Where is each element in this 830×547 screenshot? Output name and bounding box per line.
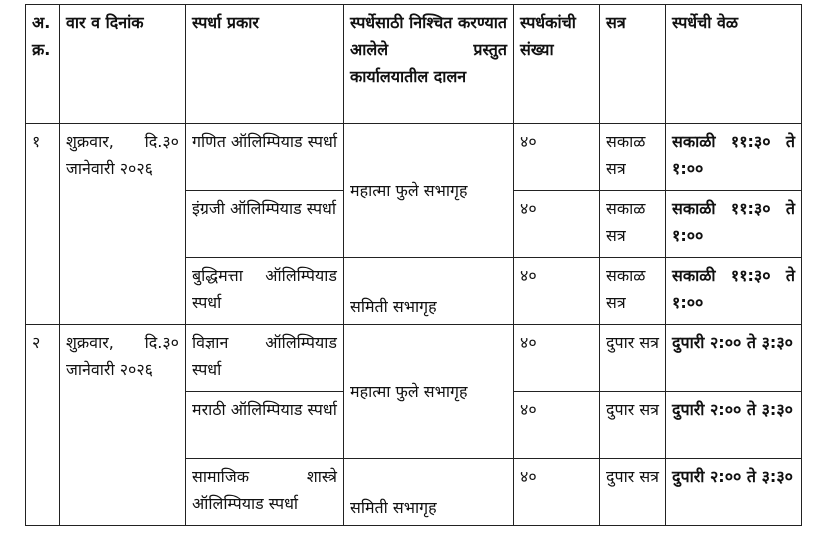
row-time: सकाळी ११:३० ते १:०० (666, 124, 802, 191)
row-competition: विज्ञान ऑलिम्पियाड स्पर्धा (186, 325, 344, 392)
competition-schedule-table (25, 4, 802, 526)
row-competition: मराठी ऑलिम्पियाड स्पर्धा (186, 392, 344, 459)
header-sr: अ. क्र. (26, 5, 60, 124)
row-competition: इंग्रजी ऑलिम्पियाड स्पर्धा (186, 191, 344, 258)
header-session: सत्र (600, 5, 666, 124)
row-session: सकाळ सत्र (600, 258, 666, 325)
header-hall: स्पर्धेसाठी निश्चित करण्यात आलेले प्रस्तुत कार्यालयातील दालन (344, 5, 514, 124)
row-session: सकाळ सत्र (600, 191, 666, 258)
header-row (26, 5, 802, 124)
row-time: दुपारी २:०० ते ३:३० (666, 325, 802, 392)
row-hall: समिती सभागृह (344, 258, 514, 325)
table-row (26, 325, 802, 392)
row-session: दुपार सत्र (600, 392, 666, 459)
row-count: ४० (514, 392, 600, 459)
header-time: स्पर्धेची वेळ (666, 5, 802, 124)
row-hall: महात्मा फुले सभागृह (344, 124, 514, 258)
row-sr: २ (26, 325, 60, 526)
row-day-date: शुक्रवार, दि.३० जानेवारी २०२६ (60, 325, 186, 526)
row-count: ४० (514, 325, 600, 392)
header-competition-type: स्पर्धा प्रकार (186, 5, 344, 124)
row-time: दुपारी २:०० ते ३:३० (666, 459, 802, 526)
row-time: सकाळी ११:३० ते १:०० (666, 191, 802, 258)
row-competition: सामाजिक शास्त्रे ऑलिम्पियाड स्पर्धा (186, 459, 344, 526)
row-day-date: शुक्रवार, दि.३० जानेवारी २०२६ (60, 124, 186, 325)
row-competition: बुद्धिमत्ता ऑलिम्पियाड स्पर्धा (186, 258, 344, 325)
header-count: स्पर्धकांची संख्या (514, 5, 600, 124)
row-sr: १ (26, 124, 60, 325)
table-row (26, 124, 802, 191)
row-count: ४० (514, 124, 600, 191)
row-count: ४० (514, 459, 600, 526)
row-session: दुपार सत्र (600, 325, 666, 392)
row-session: दुपार सत्र (600, 459, 666, 526)
header-day-date: वार व दिनांक (60, 5, 186, 124)
row-time: सकाळी ११:३० ते १:०० (666, 258, 802, 325)
row-time: दुपारी २:०० ते ३:३० (666, 392, 802, 459)
row-count: ४० (514, 191, 600, 258)
row-hall: महात्मा फुले सभागृह (344, 325, 514, 459)
row-hall: समिती सभागृह (344, 459, 514, 526)
row-session: सकाळ सत्र (600, 124, 666, 191)
row-competition: गणित ऑलिम्पियाड स्पर्धा (186, 124, 344, 191)
row-count: ४० (514, 258, 600, 325)
